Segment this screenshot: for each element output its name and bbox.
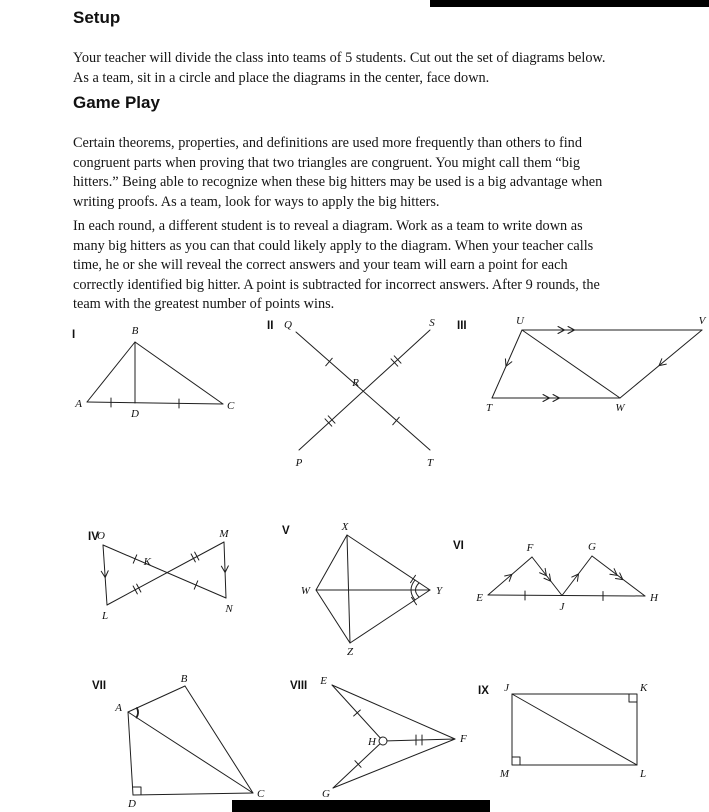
- diagram-viii-figure: [286, 673, 476, 808]
- scan-artifact-bottom-bar: [232, 800, 490, 812]
- crossing-segments: [296, 330, 430, 450]
- vertex-label-d: D: [131, 408, 139, 420]
- right-angle-mark-m: [512, 757, 520, 765]
- text-line: Certain theorems, properties, and definitions are used more frequently than others to find: [73, 135, 582, 152]
- figure-edges: [332, 685, 455, 788]
- right-angle-mark-k: [629, 694, 637, 702]
- diagram-ix-figure: [473, 678, 659, 783]
- diagram-v-figure: [278, 520, 458, 658]
- parallel-arrows: [503, 327, 667, 402]
- vertex-label-f: F: [526, 542, 534, 554]
- vertex-label-h: H: [368, 736, 376, 748]
- diagram-numeral-viii: VIII: [290, 680, 308, 692]
- vertex-label-z: Z: [346, 646, 354, 658]
- diagram-i-figure: [70, 322, 240, 422]
- point-circle-h: [379, 737, 387, 745]
- vertex-label-e: E: [476, 592, 483, 604]
- diagram-numeral-iii: III: [457, 320, 467, 332]
- diagram-numeral-i: I: [72, 329, 76, 341]
- vertex-label-c: C: [227, 400, 235, 412]
- vertex-label-u: U: [516, 315, 524, 327]
- vertex-label-n: N: [225, 603, 233, 615]
- vertex-label-t: T: [426, 457, 434, 469]
- vertex-label-m: M: [499, 768, 509, 780]
- figure-edges: [103, 542, 226, 605]
- game-play-paragraph-1: [73, 134, 663, 212]
- kite-edges: [316, 535, 430, 643]
- diagram-vii-figure: [88, 673, 273, 812]
- game-play-paragraph-2: [73, 217, 663, 314]
- text-line: hitters.” Being able to recognize when these big hitters may be used is a big advantage when: [73, 174, 603, 191]
- text-line: Your teacher will divide the class into teams of 5 students. Cut out the set of diagrams below.: [73, 50, 606, 67]
- setup-heading: Setup: [73, 8, 121, 27]
- vertex-label-p: P: [295, 457, 303, 469]
- vertex-label-s: S: [429, 317, 435, 329]
- vertex-label-a: A: [115, 702, 122, 714]
- game-play-heading: Game Play: [73, 93, 160, 112]
- vertex-label-j: J: [504, 682, 509, 694]
- figure-edges: [128, 686, 253, 795]
- vertex-label-t: T: [485, 402, 493, 414]
- right-angle-mark: [133, 787, 141, 795]
- parallel-arrows: [505, 568, 625, 583]
- text-line: As a team, sit in a circle and place the diagrams in the center, face down.: [73, 69, 490, 86]
- vertex-label-r: R: [352, 377, 359, 389]
- vertex-label-w: W: [300, 585, 310, 597]
- vertex-label-w: W: [615, 402, 625, 414]
- vertex-label-h: H: [650, 592, 658, 604]
- text-line: congruent parts when proving that two triangles are congruent. You might call them “big: [73, 154, 581, 171]
- vertex-label-d: D: [128, 798, 136, 810]
- rectangle-edges: [512, 694, 637, 765]
- vertex-label-c: C: [257, 788, 265, 800]
- vertex-label-m: M: [219, 528, 229, 540]
- diagram-vi-figure: [448, 535, 709, 613]
- text-line: many big hitters as you can that could likely apply to the diagram. When your teacher calls: [73, 237, 594, 254]
- text-line: In each round, a different student is to reveal a diagram. Work as a team to write down as: [73, 218, 583, 235]
- vertex-label-g: G: [322, 788, 330, 800]
- vertex-label-q: Q: [284, 319, 292, 331]
- diagram-numeral-iv: IV: [88, 531, 99, 543]
- text-line: team with the greatest number of points wins.: [73, 295, 335, 312]
- triangle-edges: [87, 342, 223, 404]
- vertex-label-b: B: [180, 673, 188, 685]
- vertex-label-x: X: [341, 521, 349, 533]
- vertex-label-g: G: [588, 541, 596, 553]
- vertex-label-f: F: [460, 733, 467, 745]
- parallelogram-edges: [492, 330, 702, 398]
- angle-arc: [137, 708, 138, 718]
- vertex-label-a: A: [75, 398, 82, 410]
- vertex-label-j: J: [559, 601, 565, 613]
- vertex-label-k: K: [143, 556, 151, 568]
- vertex-label-b: B: [131, 325, 139, 337]
- diagram-numeral-vii: VII: [92, 680, 107, 692]
- vertex-label-v: V: [698, 315, 706, 327]
- diagram-numeral-ix: IX: [478, 685, 489, 697]
- diagram-iv-figure: [85, 528, 245, 623]
- text-line: correctly identified big hitter. A point is subtracted for incorrect answers. After 9 rounds, the: [73, 276, 600, 293]
- text-line: writing proofs. As a team, look for ways to apply the big hitters.: [73, 193, 440, 210]
- vertex-label-l: L: [101, 610, 109, 622]
- diagram-ii-figure: [262, 315, 447, 470]
- vertex-label-o: O: [97, 530, 105, 542]
- text-line: time, he or she will reveal the correct answers and your team will earn a point for each: [73, 257, 568, 274]
- setup-paragraph: [73, 49, 663, 88]
- diagram-numeral-vi: VI: [453, 540, 464, 552]
- vertex-label-l: L: [640, 768, 647, 780]
- diagram-numeral-ii: II: [267, 320, 274, 332]
- vertex-label-k: K: [640, 682, 648, 694]
- vertex-label-y: Y: [436, 585, 443, 597]
- diagram-numeral-v: V: [282, 525, 290, 537]
- diagram-iii-figure: [452, 315, 709, 415]
- vertex-label-e: E: [320, 675, 327, 687]
- scan-artifact-top-bar: [430, 0, 709, 7]
